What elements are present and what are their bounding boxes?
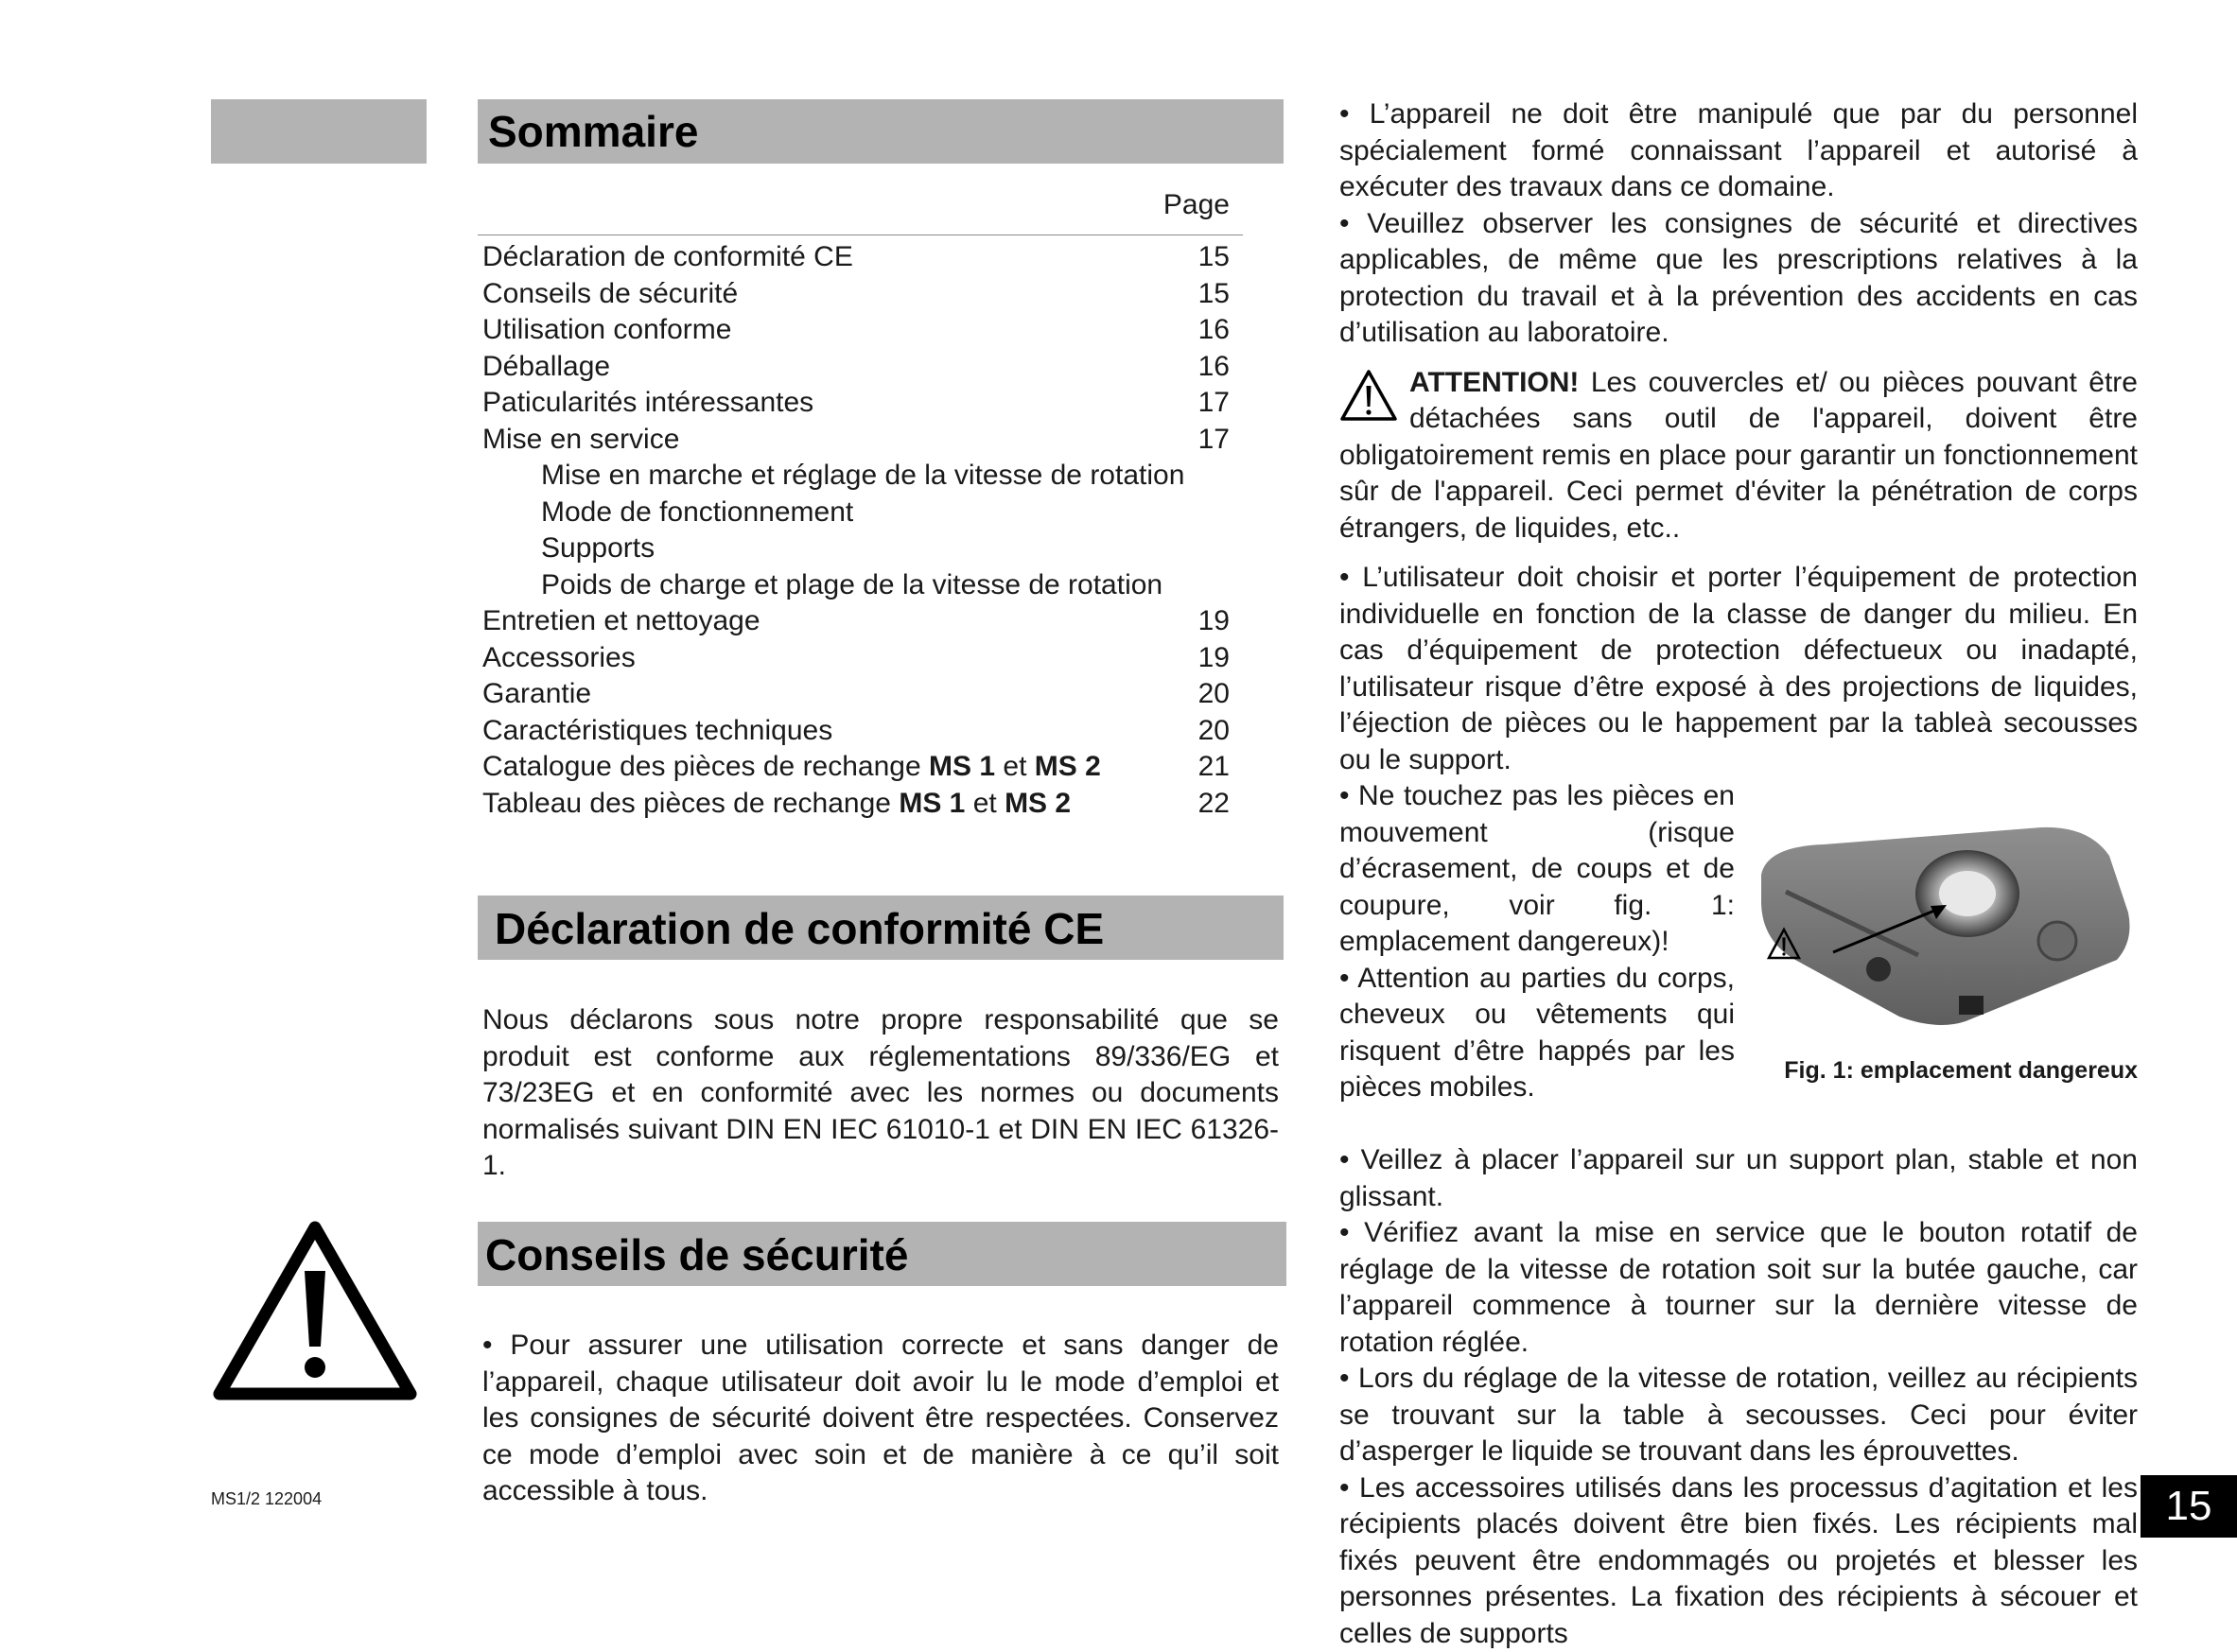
warning-triangle-icon (210, 1218, 420, 1403)
toc-entry-page: 17 (1198, 385, 1230, 422)
toc-entry-page: 15 (1198, 239, 1230, 276)
toc-entry-page: 16 (1198, 349, 1230, 386)
toc-entry[interactable] (482, 603, 1230, 640)
toc-entry-label: Utilisation conforme (482, 314, 731, 345)
toc-entry[interactable] (482, 749, 1230, 786)
toc-page-header: Page (1163, 187, 1230, 223)
toc-entry-label (482, 788, 1071, 819)
toc-entry-label: Garantie (482, 678, 591, 709)
page-number-box (2141, 1475, 2237, 1538)
toc-subentry-label: Mise en marche et réglage de la vitesse de rotation (541, 460, 1184, 491)
figure-text-column (1339, 778, 1735, 1106)
toc-entry[interactable] (482, 786, 1230, 823)
page-number: 15 (2141, 1475, 2237, 1538)
declaration-heading-bar (478, 896, 1284, 960)
safety-title: Conseils de sécurité (485, 1233, 908, 1277)
toc-entry-label: Entretien et nettoyage (482, 605, 760, 636)
safety-intro: • Pour assurer une utilisation correcte et sans danger de l’appareil, chaque utilisateur doit avoir lu le mode d’emploi et les consignes de sécurité doivent être respectées. Conservez ce mode d’emploi avec soin et de manière à ce qu’il soit accessible à tous. (482, 1328, 1279, 1510)
safety-paragraph: • Lors du réglage de la vitesse de rotation, veillez au récipients se trouvant sur la table à secousses. Ceci pour éviter d’asperger le liquide se trouvant dans les éprouvettes. (1339, 1361, 2138, 1470)
toc-entry-page: 19 (1198, 640, 1230, 677)
toc-entry[interactable] (482, 422, 1230, 459)
toc-subentry-label: Mode de fonctionnement (541, 496, 853, 528)
warning-small-icon (1339, 369, 1398, 422)
toc-entry[interactable] (482, 713, 1230, 750)
toc-entry-page: 22 (1198, 786, 1230, 823)
toc-entry-page: 19 (1198, 603, 1230, 640)
shaker-device-image (1757, 790, 2138, 1026)
safety-paragraph: • Attention au parties du corps, cheveux ou vêtements qui risquent d’être happés par les pièces mobiles. (1339, 961, 1735, 1106)
toc-entry-page: 20 (1198, 676, 1230, 713)
safety-paragraph: • Ne touchez pas les pièces en mouvement (risque d’écrasement, de coups et de coupure, voir fig. 1: emplacement dangereux)! (1339, 778, 1735, 961)
attention-paragraph (1339, 365, 2138, 548)
toc-entry[interactable] (482, 312, 1230, 349)
toc-entry-label: Conseils de sécurité (482, 278, 738, 309)
declaration-text: Nous déclarons sous notre propre responsabilité que se produit est conforme aux réglementations 89/336/EG et 73/23EG et en conformité avec les normes ou documents normalisés suivant DIN EN IEC 61010-1 et DIN EN IEC 61326-1. (482, 1002, 1279, 1185)
safety-heading-bar (478, 1222, 1286, 1286)
toc-entry-model: MS 1 (899, 788, 965, 819)
toc-subentry[interactable] (541, 567, 1230, 604)
attention-block (1339, 365, 2138, 548)
toc-entry-model: MS 2 (1035, 751, 1101, 782)
toc-entry[interactable] (482, 349, 1230, 386)
attention-text: Les couvercles et/ ou pièces pouvant être détachées sans outil de l'appareil, doivent être obligatoirement remis en place pour garantir un fonctionnement sûr de l'appareil. Ceci permet d'éviter la pénétration de corps étrangers, de liquides, etc.. (1339, 367, 2138, 544)
toc-entry-label: Déclaration de conformité CE (482, 241, 853, 272)
toc-subentry-label: Poids de charge et plage de la vitesse de rotation (541, 569, 1162, 600)
doc-code: MS1/2 122004 (211, 1489, 322, 1508)
toc-entry-label-text: et (965, 788, 1005, 819)
toc-entry-model: MS 1 (929, 751, 995, 782)
toc-subentry[interactable] (541, 495, 1230, 531)
toc-entry[interactable] (482, 385, 1230, 422)
safety-paragraph: • L’utilisateur doit choisir et porter l’équipement de protection individuelle en fonction de la classe de danger du milieu. En cas d’équipement de protection défectueux ou inadapté, l’utilisateur risque d’être exposé à des projections de liquides, l’éjection de pièces ou le happement par la tableà secousses ou le support. (1339, 560, 2138, 778)
figure-caption: Fig. 1: emplacement dangereux (1784, 1057, 2138, 1085)
toc-entry-label: Mise en service (482, 424, 679, 455)
toc-entry[interactable] (482, 276, 1230, 313)
safety-paragraph: • Les accessoires utilisés dans les processus d’agitation et les récipients placés doivent être bien fixés. Les récipients mal fixés peuvent être endommagés ou projetés et blesser les personnes présentes. La fixation des récipients à sécouer et celles de supports (1339, 1470, 2138, 1652)
declaration-title: Déclaration de conformité CE (495, 907, 1104, 950)
toc-entry-page: 17 (1198, 422, 1230, 459)
figure-1 (1757, 790, 2138, 1073)
safety-paragraph: • Veuillez observer les consignes de sécurité et directives applicables, de même que les prescriptions relatives à la protection du travail et à la prévention des accidents en cas d’utilisation au laboratoire. (1339, 206, 2138, 352)
toc-subentry[interactable] (541, 530, 1230, 567)
toc-subentry[interactable] (541, 458, 1230, 495)
toc-entry[interactable] (482, 239, 1230, 276)
toc-entry-page: 20 (1198, 713, 1230, 750)
safety-paragraph: • Veillez à placer l’appareil sur un support plan, stable et non glissant. (1339, 1142, 2138, 1215)
toc-entry-label: Caractéristiques techniques (482, 715, 832, 746)
toc-entry-page: 15 (1198, 276, 1230, 313)
safety-paragraph: • Vérifiez avant la mise en service que le bouton rotatif de réglage de la vitesse de rotation soit sur la butée gauche, car l’appareil commence à tourner sur la dernière vitesse de rotation réglée. (1339, 1215, 2138, 1361)
toc-entry-page: 16 (1198, 312, 1230, 349)
toc-entry-label: Déballage (482, 351, 610, 382)
toc-entry-label: Accessories (482, 642, 636, 673)
toc-entry-model: MS 2 (1005, 788, 1071, 819)
toc-entry-label-text: Catalogue des pièces de rechange (482, 751, 929, 782)
toc-title: Sommaire (488, 110, 698, 153)
toc-heading-bar (478, 99, 1284, 164)
right-column (1339, 96, 2138, 1477)
toc-entry[interactable] (482, 676, 1230, 713)
safety-paragraph: • L’appareil ne doit être manipulé que par du personnel spécialement formé connaissant l’appareil et autorisé à exécuter des travaux dans ce domaine. (1339, 96, 2138, 206)
table-of-contents (482, 187, 1230, 830)
toc-entry-label: Paticularités intéressantes (482, 387, 813, 418)
toc-entry-label (482, 751, 1101, 782)
toc-entry-label-text: Tableau des pièces de rechange (482, 788, 899, 819)
figure-wrap-block (1339, 778, 2138, 1142)
toc-subentry-label: Supports (541, 532, 655, 564)
attention-label: ATTENTION! (1409, 367, 1579, 398)
side-tab-block (211, 99, 427, 164)
toc-entry[interactable] (482, 640, 1230, 677)
toc-entry-page: 21 (1198, 749, 1230, 786)
toc-entry-label-text: et (995, 751, 1035, 782)
